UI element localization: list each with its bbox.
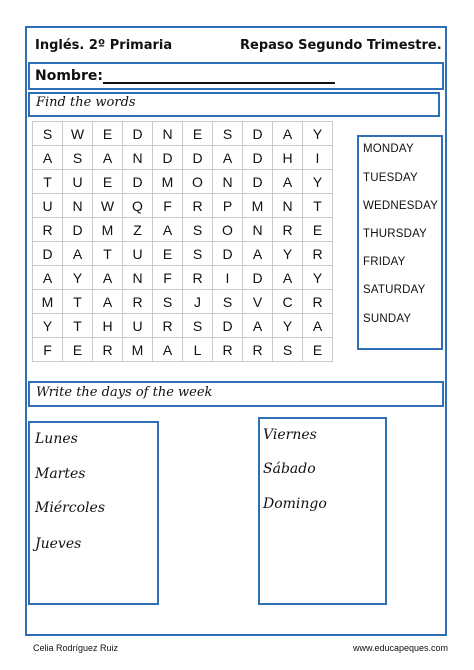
grid-row — [33, 122, 333, 146]
day-label-martes: Martes — [35, 466, 86, 482]
grid-cell[interactable]: E — [303, 338, 333, 362]
grid-cell[interactable]: S — [183, 314, 213, 338]
grid-cell[interactable]: A — [273, 170, 303, 194]
grid-cell[interactable]: R — [183, 194, 213, 218]
word-list-item: SUNDAY — [363, 313, 412, 325]
grid-row — [33, 242, 333, 266]
grid-cell[interactable]: U — [33, 194, 63, 218]
grid-cell[interactable]: D — [243, 170, 273, 194]
grid-cell[interactable]: R — [153, 314, 183, 338]
grid-cell[interactable]: A — [273, 266, 303, 290]
grid-cell[interactable]: Y — [303, 266, 333, 290]
grid-cell[interactable]: M — [153, 170, 183, 194]
worksheet-title: Inglés. 2º Primaria — [35, 38, 173, 53]
grid-cell[interactable]: D — [213, 242, 243, 266]
grid-cell[interactable]: R — [213, 338, 243, 362]
grid-cell[interactable]: R — [303, 242, 333, 266]
grid-cell[interactable]: S — [63, 146, 93, 170]
grid-cell[interactable]: N — [123, 266, 153, 290]
word-list-item: THURSDAY — [363, 228, 428, 240]
grid-cell[interactable]: R — [93, 338, 123, 362]
grid-cell[interactable]: S — [213, 290, 243, 314]
grid-row — [33, 146, 333, 170]
grid-cell[interactable]: S — [273, 338, 303, 362]
grid-cell[interactable]: H — [93, 314, 123, 338]
grid-cell[interactable]: Y — [63, 266, 93, 290]
grid-cell[interactable]: R — [243, 338, 273, 362]
grid-cell[interactable]: E — [63, 338, 93, 362]
grid-cell[interactable]: A — [33, 146, 63, 170]
grid-cell[interactable]: T — [63, 314, 93, 338]
grid-cell[interactable]: U — [123, 242, 153, 266]
grid-row — [33, 266, 333, 290]
grid-cell[interactable]: E — [183, 122, 213, 146]
grid-cell[interactable]: F — [153, 194, 183, 218]
grid-cell[interactable]: Y — [303, 170, 333, 194]
grid-row — [33, 218, 333, 242]
grid-cell[interactable]: D — [183, 146, 213, 170]
grid-cell[interactable]: A — [63, 242, 93, 266]
grid-cell[interactable]: E — [153, 242, 183, 266]
grid-cell[interactable]: D — [213, 314, 243, 338]
grid-cell[interactable]: Q — [123, 194, 153, 218]
grid-cell[interactable]: R — [273, 218, 303, 242]
grid-cell[interactable]: A — [153, 218, 183, 242]
grid-cell[interactable]: D — [33, 242, 63, 266]
grid-cell[interactable]: W — [93, 194, 123, 218]
grid-cell[interactable]: S — [183, 242, 213, 266]
grid-row — [33, 170, 333, 194]
grid-cell[interactable]: T — [303, 194, 333, 218]
grid-cell[interactable]: F — [33, 338, 63, 362]
grid-cell[interactable]: R — [33, 218, 63, 242]
grid-cell[interactable]: Z — [123, 218, 153, 242]
grid-cell[interactable]: P — [213, 194, 243, 218]
day-label-jueves: Jueves — [35, 536, 82, 552]
grid-row — [33, 194, 333, 218]
day-label-domingo: Domingo — [263, 496, 327, 512]
grid-cell[interactable]: S — [213, 122, 243, 146]
grid-cell[interactable]: D — [243, 266, 273, 290]
grid-row — [33, 290, 333, 314]
grid-cell[interactable]: E — [303, 218, 333, 242]
grid-cell[interactable]: N — [213, 170, 243, 194]
word-search-grid — [32, 121, 333, 362]
grid-cell[interactable]: W — [63, 122, 93, 146]
grid-cell[interactable]: Y — [273, 314, 303, 338]
grid-cell[interactable]: A — [213, 146, 243, 170]
grid-cell[interactable]: A — [243, 314, 273, 338]
grid-cell[interactable]: A — [273, 122, 303, 146]
grid-cell[interactable]: R — [123, 290, 153, 314]
grid-cell[interactable]: S — [183, 218, 213, 242]
grid-cell[interactable]: O — [213, 218, 243, 242]
grid-cell[interactable]: O — [183, 170, 213, 194]
word-list-item: FRIDAY — [363, 256, 406, 268]
grid-cell[interactable]: S — [33, 122, 63, 146]
grid-cell[interactable]: L — [183, 338, 213, 362]
grid-cell[interactable]: D — [63, 218, 93, 242]
grid-cell[interactable]: N — [123, 146, 153, 170]
day-label-miercoles: Miércoles — [35, 500, 106, 516]
grid-cell[interactable]: A — [33, 266, 63, 290]
grid-cell[interactable]: C — [273, 290, 303, 314]
word-list-item: MONDAY — [363, 143, 414, 155]
day-label-lunes: Lunes — [35, 431, 78, 447]
grid-cell[interactable]: A — [303, 314, 333, 338]
grid-cell[interactable]: D — [243, 146, 273, 170]
find-words-title: Find the words — [36, 95, 136, 110]
footer-author: Celia Rodríguez Ruiz — [33, 643, 119, 653]
grid-cell[interactable]: U — [123, 314, 153, 338]
grid-cell[interactable]: M — [33, 290, 63, 314]
grid-cell[interactable]: I — [213, 266, 243, 290]
word-list-item: TUESDAY — [363, 172, 418, 184]
grid-cell[interactable]: N — [243, 218, 273, 242]
write-days-title: Write the days of the week — [36, 385, 213, 400]
grid-cell[interactable]: A — [93, 290, 123, 314]
grid-cell[interactable]: U — [63, 170, 93, 194]
name-line[interactable] — [103, 82, 335, 84]
grid-cell[interactable]: T — [93, 242, 123, 266]
grid-cell[interactable]: D — [123, 122, 153, 146]
grid-cell[interactable]: D — [123, 170, 153, 194]
grid-cell[interactable]: A — [153, 338, 183, 362]
grid-cell[interactable]: Y — [273, 242, 303, 266]
grid-cell[interactable]: D — [153, 146, 183, 170]
grid-cell[interactable]: V — [243, 290, 273, 314]
grid-cell[interactable]: A — [243, 242, 273, 266]
grid-cell[interactable]: S — [153, 290, 183, 314]
grid-cell[interactable]: Y — [303, 122, 333, 146]
day-label-sabado: Sábado — [263, 461, 316, 477]
grid-cell[interactable]: H — [273, 146, 303, 170]
grid-cell[interactable]: E — [93, 122, 123, 146]
grid-cell[interactable]: Y — [33, 314, 63, 338]
grid-cell[interactable]: R — [303, 290, 333, 314]
grid-cell[interactable]: T — [63, 290, 93, 314]
grid-cell[interactable]: E — [93, 170, 123, 194]
grid-cell[interactable]: N — [153, 122, 183, 146]
grid-cell[interactable]: M — [243, 194, 273, 218]
grid-cell[interactable]: M — [123, 338, 153, 362]
grid-cell[interactable]: F — [153, 266, 183, 290]
grid-row — [33, 314, 333, 338]
grid-cell[interactable]: I — [303, 146, 333, 170]
footer-website: www.educapeques.com — [353, 643, 449, 653]
grid-row — [33, 338, 333, 362]
name-label: Nombre: — [35, 68, 103, 84]
grid-cell[interactable]: T — [33, 170, 63, 194]
grid-cell[interactable]: A — [93, 146, 123, 170]
day-label-viernes: Viernes — [263, 427, 317, 443]
word-list-item: SATURDAY — [363, 284, 426, 296]
grid-cell[interactable]: J — [183, 290, 213, 314]
grid-cell[interactable]: N — [273, 194, 303, 218]
grid-cell[interactable]: M — [93, 218, 123, 242]
grid-cell[interactable]: A — [93, 266, 123, 290]
worksheet-subtitle: Repaso Segundo Trimestre. — [240, 38, 442, 53]
word-list-item: WEDNESDAY — [363, 200, 439, 212]
grid-cell[interactable]: N — [63, 194, 93, 218]
grid-cell[interactable]: D — [243, 122, 273, 146]
grid-cell[interactable]: R — [183, 266, 213, 290]
